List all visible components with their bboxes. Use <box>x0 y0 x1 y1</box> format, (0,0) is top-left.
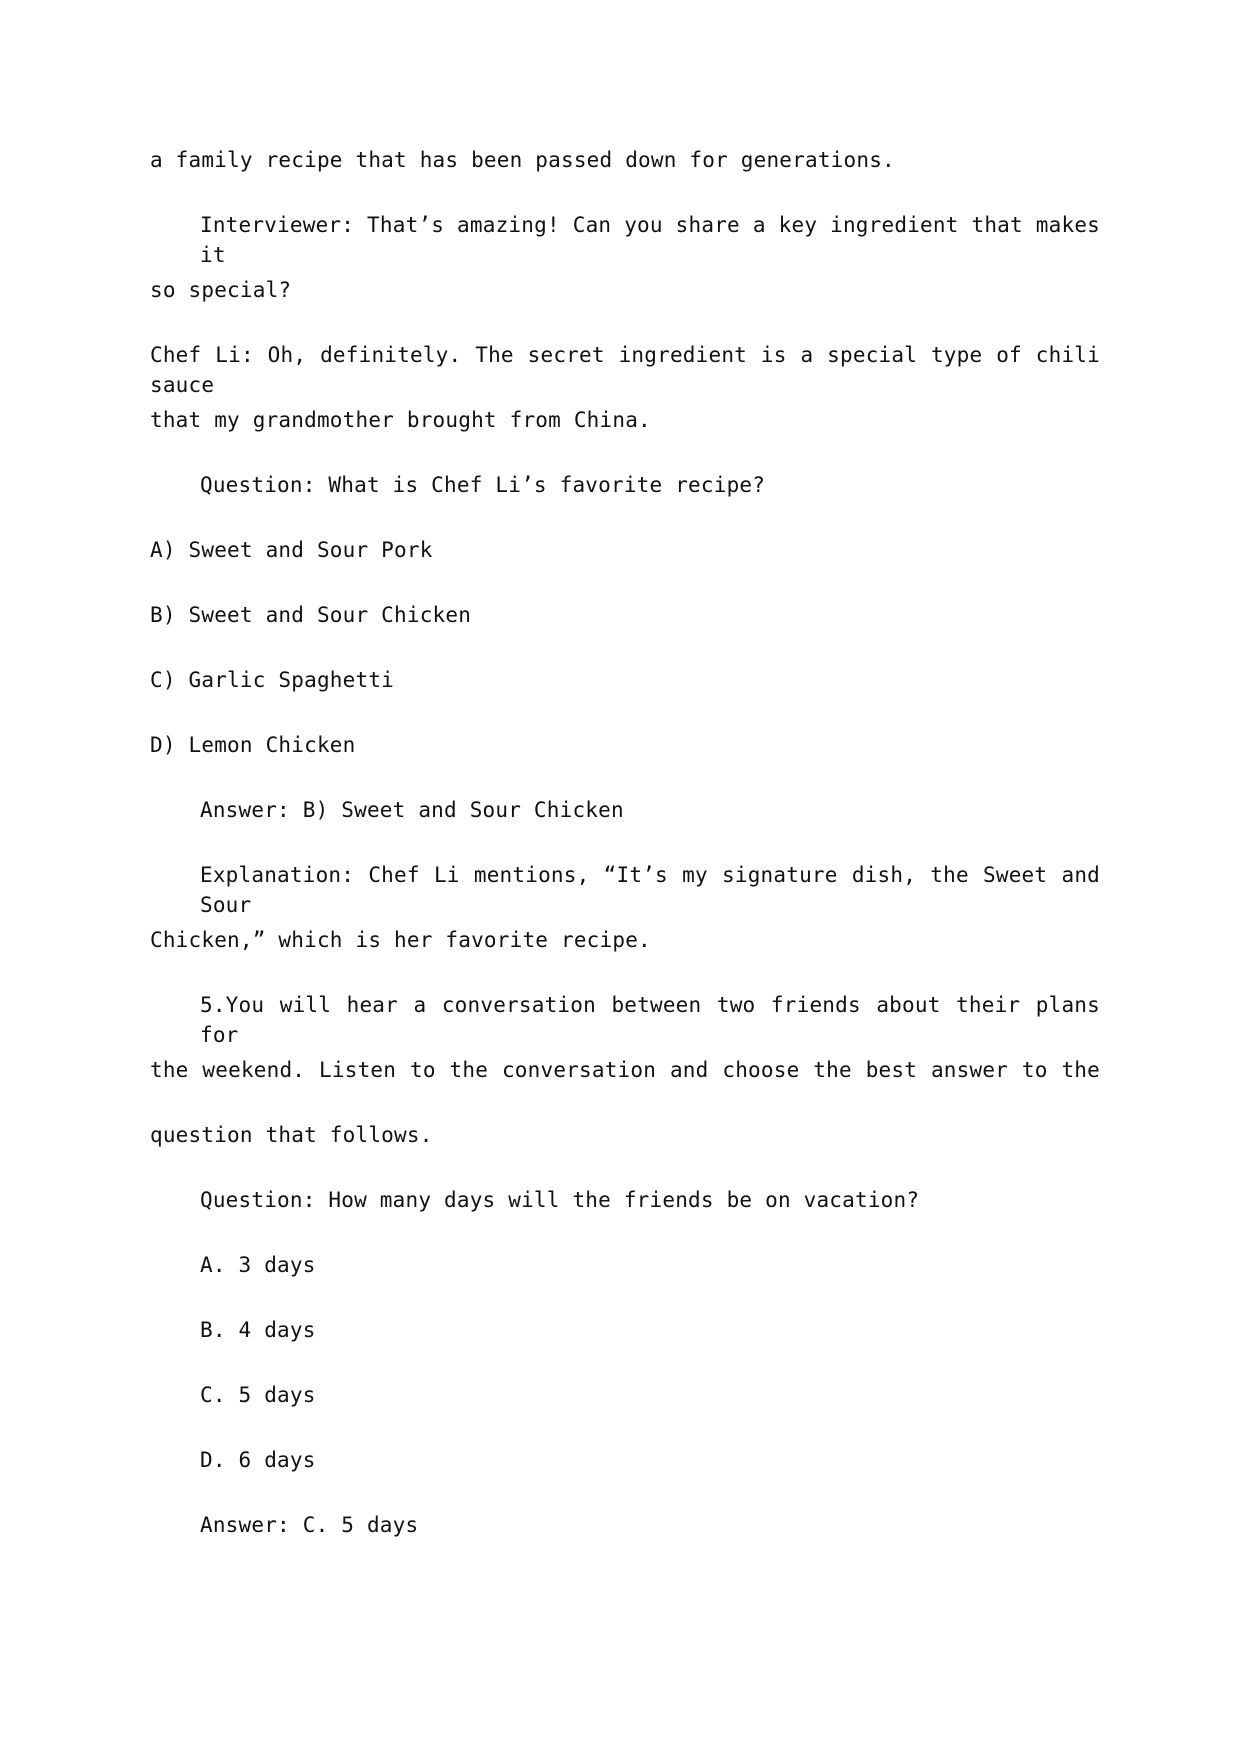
answer-option-c: C) Garlic Spaghetti <box>150 668 395 692</box>
chef-line: Chef Li: Oh, definitely. The secret ingredient is a special type of chili sauce <box>150 343 1100 397</box>
answer-option-d: D) Lemon Chicken <box>150 733 356 757</box>
text-line: that my grandmother brought from China. <box>150 408 651 432</box>
text-line: Chicken,” which is her favorite recipe. <box>150 928 651 952</box>
text-line: a family recipe that has been passed down for generations. <box>150 148 895 172</box>
text-line: so special? <box>150 278 292 302</box>
answer-option-b: B. 4 days <box>200 1318 316 1342</box>
text-line: the weekend. Listen to the conversation and choose the best answer to the <box>150 1058 1100 1082</box>
answer-option-d: D. 6 days <box>200 1448 316 1472</box>
question-text: Question: How many days will the friends be on vacation? <box>200 1188 920 1212</box>
interviewer-line: Interviewer: That’s amazing! Can you share a key ingredient that makes it <box>200 213 1100 267</box>
answer-text: Answer: C. 5 days <box>200 1513 419 1537</box>
explanation-text: Explanation: Chef Li mentions, “It’s my signature dish, the Sweet and Sour <box>200 863 1100 917</box>
answer-option-a: A) Sweet and Sour Pork <box>150 538 433 562</box>
answer-option-a: A. 3 days <box>200 1253 316 1277</box>
document-body <box>150 145 1100 1575</box>
question-text: Question: What is Chef Li’s favorite recipe? <box>200 473 766 497</box>
answer-option-b: B) Sweet and Sour Chicken <box>150 603 472 627</box>
answer-option-c: C. 5 days <box>200 1383 316 1407</box>
answer-text: Answer: B) Sweet and Sour Chicken <box>200 798 624 822</box>
question-5-instructions: 5.You will hear a conversation between two friends about their plans for <box>200 993 1100 1047</box>
text-line: question that follows. <box>150 1123 433 1147</box>
